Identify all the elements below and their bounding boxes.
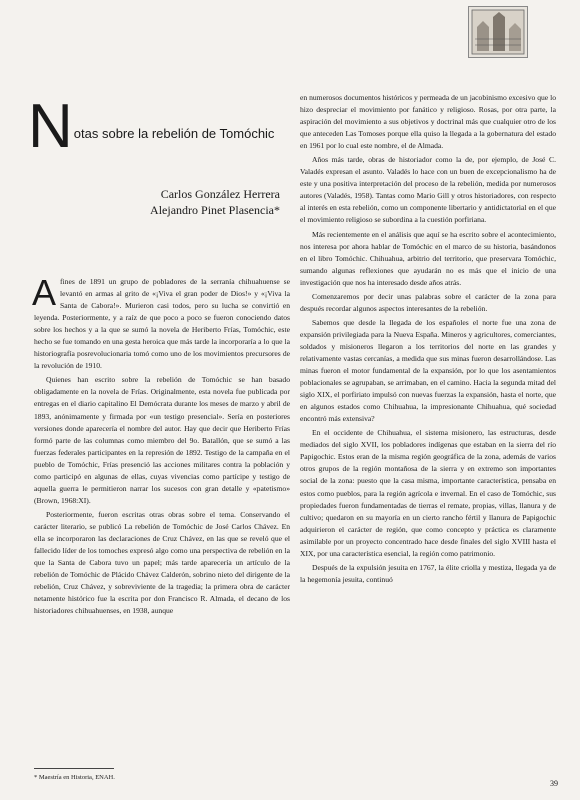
drop-cap: A bbox=[32, 272, 57, 313]
paragraph: Años más tarde, obras de historiador como la de, por ejemplo, de José C. Valadés expresan el asunto. Valadés lo hace con un buen de excepcionalismo ha de este y una positiva interpretación del proceso de la rebelión, medida por numerosos autores (Valadés, 1958). Tantas como Mario Gill y otros historiadores, con respecto al interés en esta rebelión, como un componente libertario y antidictatorial en el que el movimiento religioso se subordina a la cuestión porfiriana. bbox=[300, 155, 556, 225]
paragraph: Posteriormente, fueron escritas otras obras sobre el tema. Conservando el carácter literario, se publicó La rebelión de Tomóchic de José Carlos Chávez. En ella se incorporaron las declaraciones de Cruz Chávez, en las que se reveló que el fallecido líder de los tomoches expresó algo como una perspectiva de rebelión en la que la Santa de Cabora tuvo un papel; más tarde aparecería un artículo de la rebelión de Tomóchic de Plácido Chávez Calderón, sobrino nieto del dirigente de la rebelión, Cruz Chávez, y sobreviviente de la tragedia; la primera obra de carácter netamente histórico fue la escrita por don Francisco R. Almada, el decano de los historiadores chihuahuenses, en 1938, aunque bbox=[34, 509, 290, 616]
paragraph-text: fines de 1891 un grupo de pobladores de la serranía chihuahuense se levantó en armas al grito de «¡Viva el gran poder de Dios!» y «¡Viva la Santa de Cabora!». Murieron casi todos, pero su lucha se convirtió en leyenda. Posteriormente, y a raíz de que poco a poco se fueron conociendo datos sobre los hechos y a la que se sumó la novela de Heriberto Frías, Tomóchic, este hecho se fue tomando en una gesta heroica que más tarde la incorporaría a lo que la historiografía posrevolucionaria tomó como uno de los movimientos precursores de la revolución de 1910. bbox=[34, 277, 290, 371]
title-initial: N bbox=[28, 92, 71, 161]
paragraph: Después de la expulsión jesuita en 1767, la élite criolla y mestiza, llegada ya de la hegemonía jesuita, continuó bbox=[300, 562, 556, 584]
author-1: Carlos González Herrera bbox=[160, 187, 280, 201]
paragraph: Comenzaremos por decir unas palabras sobre el carácter de la zona para después recordar algunos aspectos interesantes de la rebelión. bbox=[300, 291, 556, 313]
paragraph: Quienes han escrito sobre la rebelión de Tomóchic se han basado obligadamente en la novela de Frías. Originalmente, esta novela fue publicada por entregas en el diario capitalino El Demócrata durante los meses de marzo y abril de 1893, anónimamente y firmada por «un testigo presencial». Sería en posteriores versiones donde aparecería el nombre del autor. Hay que decir que Heriberto Frías formó parte de las columnas como miembro del 9o. Batallón, que se sumó a las fuerzas federales participantes en la represión de 1892. Testigo de la campaña en el pueblo de Tomóchic, Frías presenció las acciones militares contra la población y como participó en algunas de ellas, cuyas vivencias como partícipe y testigo de aquella guerra le permitieron narrar los sucesos con gran detalle y «patetismo» (Brown, 1968:XI). bbox=[34, 375, 290, 505]
author-2: Alejandro Pinet Plasencia* bbox=[150, 203, 280, 217]
article-title bbox=[28, 92, 290, 161]
paragraph: En el occidente de Chihuahua, el sistema misionero, las estructuras, desde mediados del siglo XVII, los pobladores indígenas que estaban en la sierra del río Papigochic. Estos eran de la misma región geográfica de la zona, además de varios otros grupos de la región montañosa de la sierra y en extremo son importantes social de la zona: puesto que la casa misma, importante característica, pensaba en estos como pueblos, para la región agrícola e invernal. En el caso de Tomóchic, sus propiedades fueron fundamentadas de tierras el remate, propias, villas, llanura y de cultivo; quedaron en su mayoría en un cierto rancho fértil y llanura de Papigochic adquirieron el carácter de región, que como concepto y práctica es claramente asimilable por un proyecto concentrado hace desde finales del siglo XVIII hasta el XIX, por una característica esencial, la región como patrimonio. bbox=[300, 428, 556, 558]
left-column bbox=[32, 272, 290, 619]
right-column bbox=[300, 92, 556, 588]
engraving-image bbox=[469, 7, 527, 57]
header-illustration bbox=[468, 6, 528, 58]
footnote-divider bbox=[34, 768, 114, 769]
footnote: * Maestría en Historia, ENAH. bbox=[34, 774, 115, 781]
paragraph: Más recientemente en el análisis que aquí se ha escrito sobre el acontecimiento, nos interesa por ahora hablar de Tomóchic en el marco de su historia, basándonos en el libro Tomóchic. Chihuahua, arbitrio del territorio, que preservara Tomóchic, sumando algunas reflexiones que ayudarán no es más que el inicio de una investigación que nos ha interesado desde años atrás. bbox=[300, 229, 556, 287]
paragraph bbox=[32, 272, 290, 372]
paragraph: en numerosos documentos históricos y permeada de un jacobinismo excesivo que lo hizo despreciar el movimiento por fanático y religioso. Rosas, por otra parte, la aspiración del movimiento a sus objetivos y doctrinal más que cualquier otro de los que anteceden Las Tomoses porque ella quiso la llegada a la gobernatura del estado en 1961 por lo cual este nombre, el de Almada. bbox=[300, 93, 556, 151]
paragraph: Sabemos que desde la llegada de los españoles el norte fue una zona de expansión privilegiada para la Nueva España. Mineros y agricultores, comerciantes, soldados y misioneros llegaron a los territorios del norte en las grandes y relativamente vastas cercanías, a medida que sus minas fueron desarrollándose. Las minas fueron el motor fundamental de la expansión, por lo que los asentamientos poblacionales se agrupaban, se arrimaban, en el camino. Hacia la segunda mitad del siglo XIX, el porfiriato impulsó con nuevas fuerzas la expansión, hasta el norte, que en algunos estados como Chihuahua, la impresionante Chihuahua, qué sociedad encontró más extensiva? bbox=[300, 317, 556, 424]
author-block bbox=[150, 186, 280, 218]
page-number: 39 bbox=[550, 779, 558, 788]
title-rest: otas sobre la rebelión de Tomóchic bbox=[73, 126, 275, 141]
